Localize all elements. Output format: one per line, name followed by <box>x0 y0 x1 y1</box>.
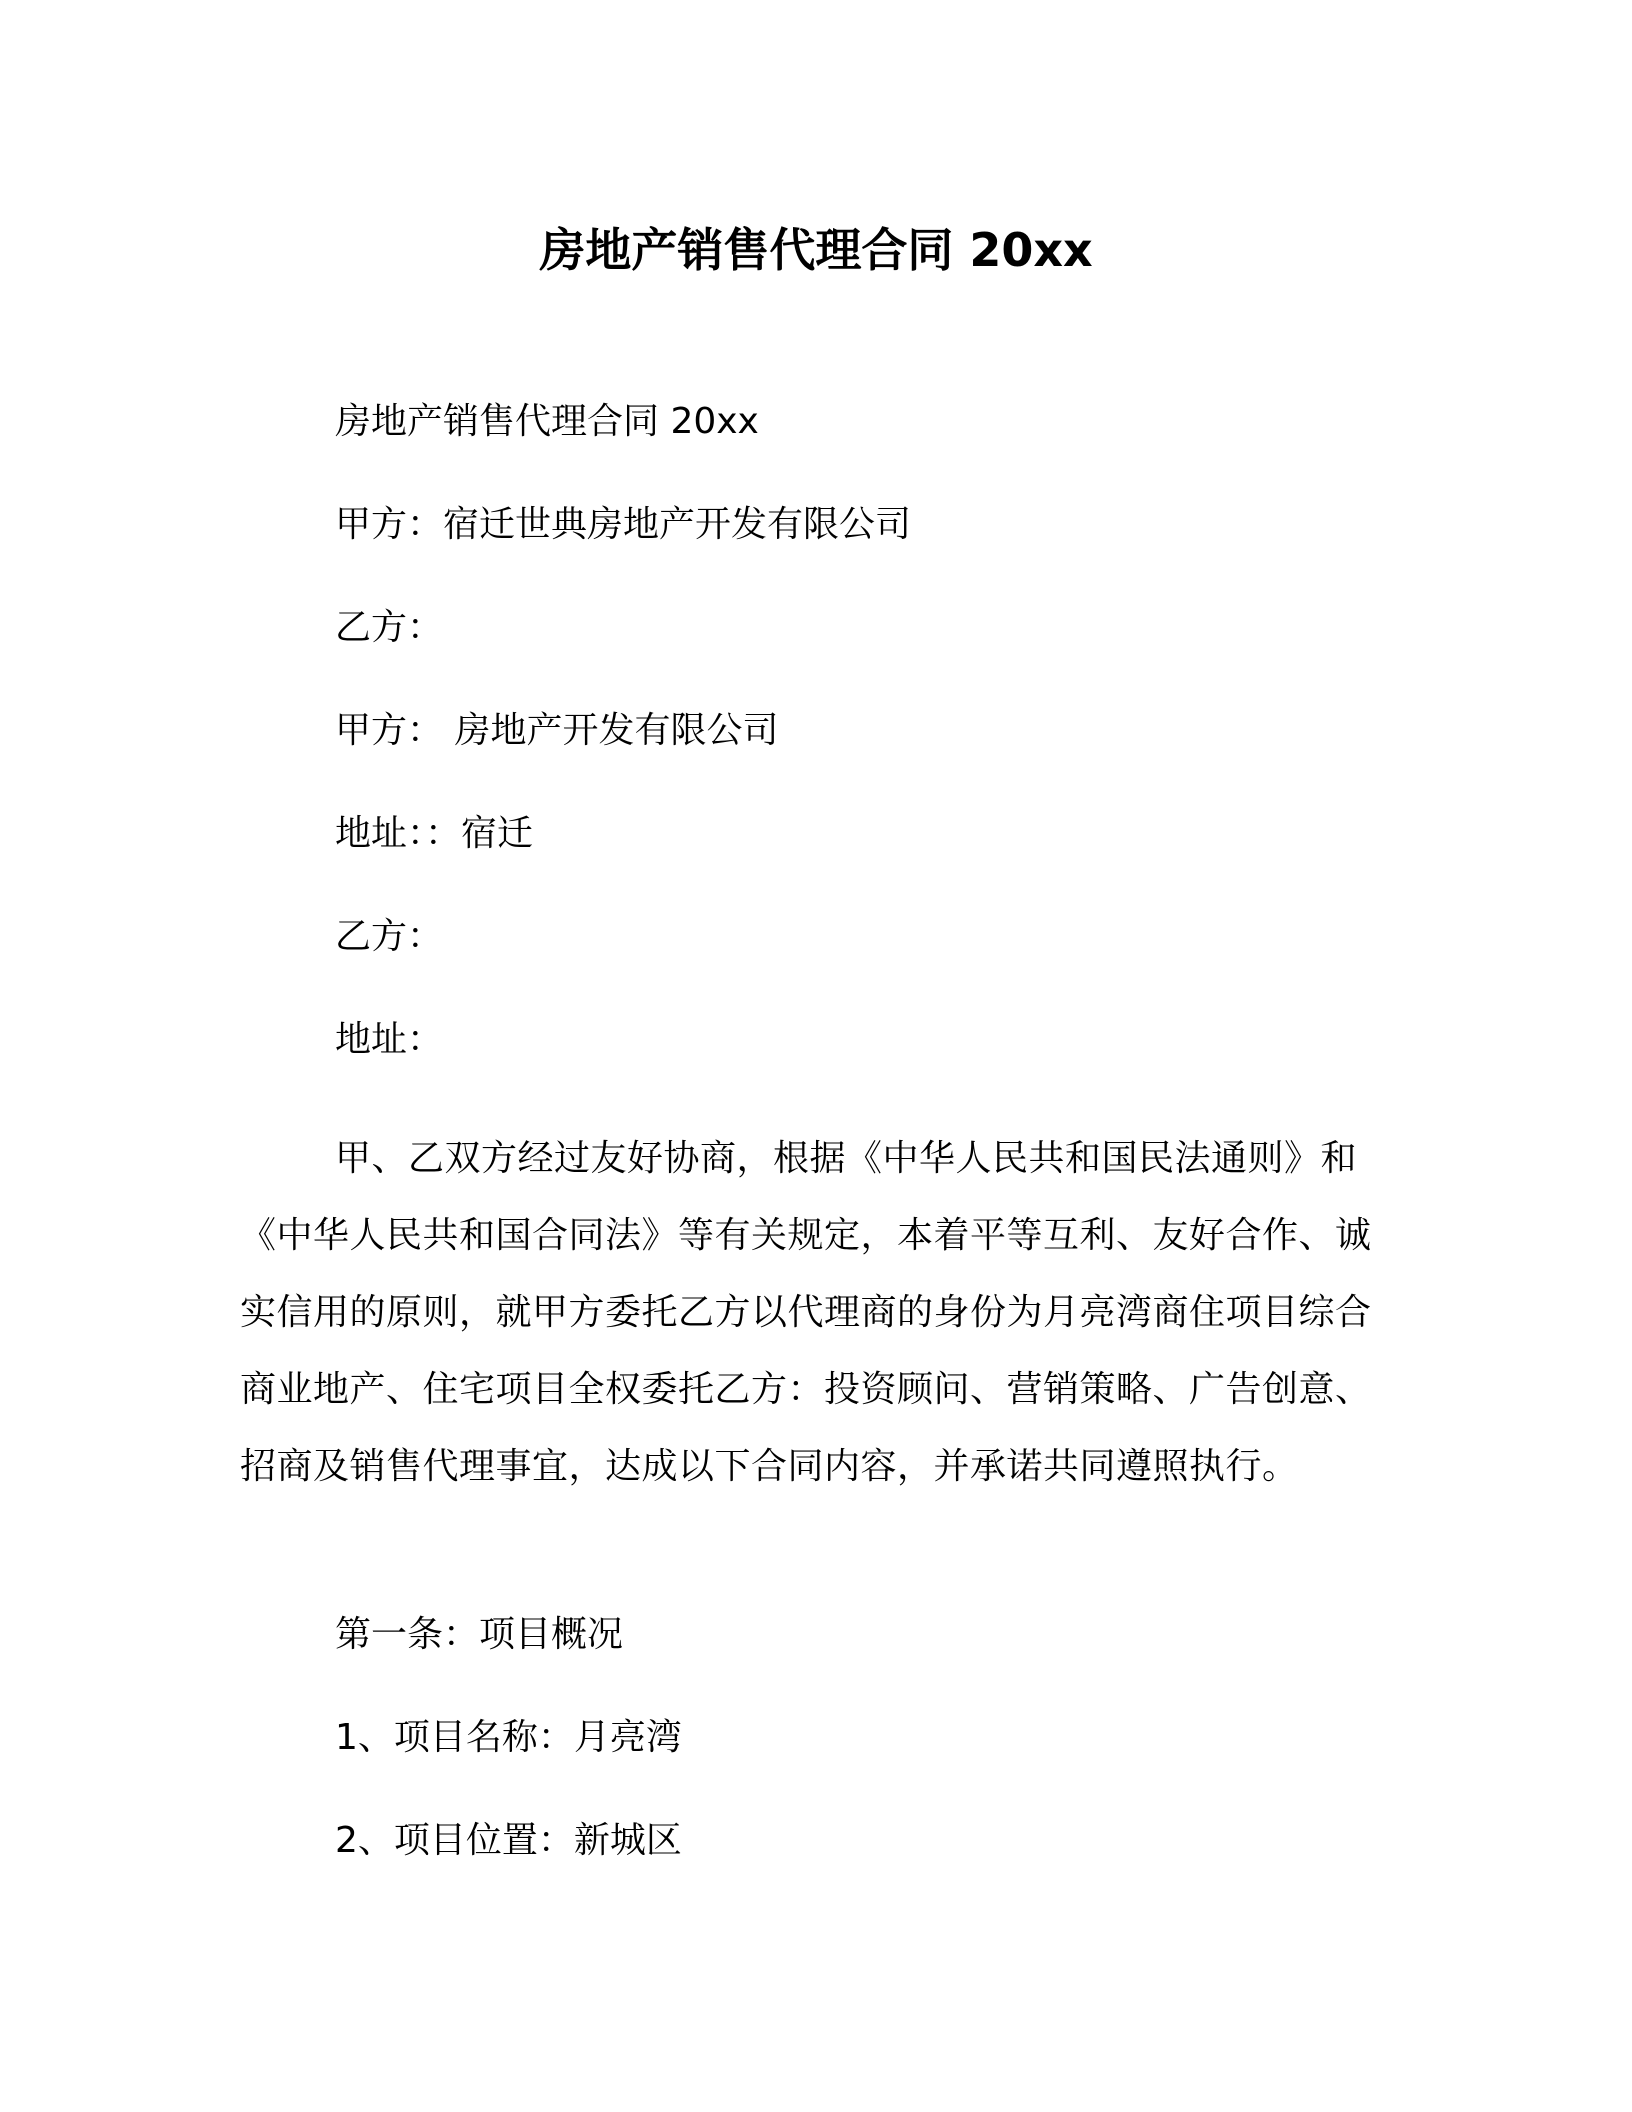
project-name-item: 1、项目名称：月亮湾 <box>335 1717 682 1758</box>
party-a-line: 甲方：宿迁世典房地产开发有限公司 <box>335 504 912 545</box>
party-b-address-line: 地址： <box>335 1019 444 1060</box>
party-a-company-line: 甲方： 房地产开发有限公司 <box>335 710 779 751</box>
preamble-paragraph: 甲、乙双方经过友好协商，根据《中华人民共和国民法通则》和《中华人民共和国合同法》等有关规定，本着平等互利、友好合作、诚实信用的原则，就甲方委托乙方以代理商的身份为月亮湾商住项目综合商业地产、住宅项目全权委托乙方：投资顾问、营销策略、广告创意、招商及销售代理事宜，达成以下合同内容，并承诺共同遵照执行。 <box>240 1138 1372 1487</box>
article-1-heading: 第一条：项目概况 <box>335 1614 624 1655</box>
party-b-repeat-line: 乙方： <box>335 916 444 957</box>
doc-subtitle-line: 房地产销售代理合同 20xx <box>335 401 759 442</box>
document-title: 房地产销售代理合同 20xx <box>539 223 1093 277</box>
project-location-item: 2、项目位置：新城区 <box>335 1820 682 1861</box>
party-b-line: 乙方： <box>335 607 444 648</box>
party-a-address-line: 地址：：宿迁 <box>335 813 534 854</box>
